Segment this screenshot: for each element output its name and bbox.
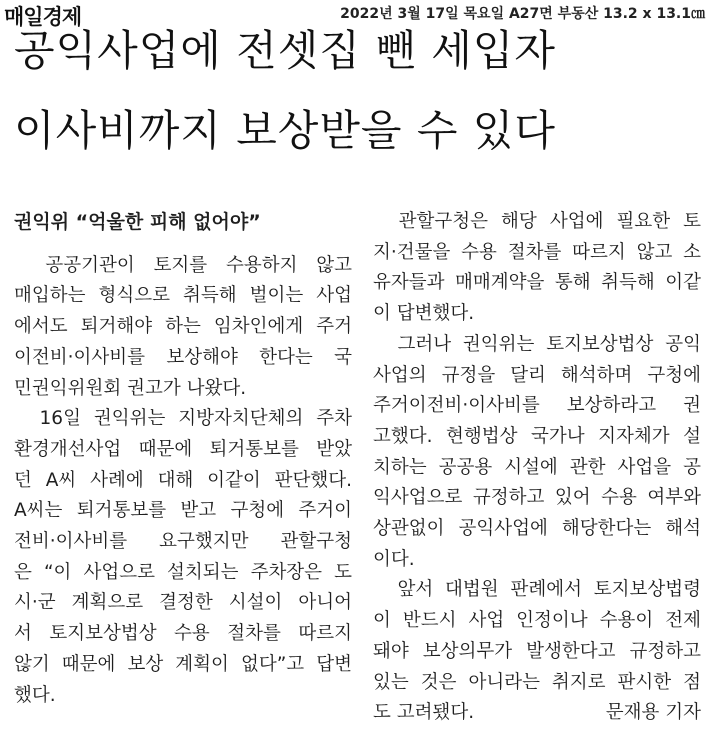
- text-line: 16일 권익위는 지방자치단체의 주차: [14, 408, 352, 430]
- masthead: [0, 0, 713, 29]
- text-line: 관할구청은 해당 사업에 필요한 토: [373, 211, 701, 232]
- text-line: 익사업으로 규정하고 있어 수용 여부와: [373, 487, 701, 509]
- text-line: 했다.: [14, 684, 56, 706]
- headline-line-2: 이사비까지 보상받을 수 있다: [14, 106, 556, 155]
- text-line: 그러나 권익위는 토지보상법상 공익: [373, 333, 701, 355]
- subheadline: 권익위 “억울한 피해 없어야”: [14, 211, 261, 233]
- text-line: 상관없이 공익사업에 해당한다는 해석: [373, 518, 701, 540]
- headline-line-1: 공익사업에 전셋집 뺀 세입자: [14, 26, 556, 75]
- text-line: 지·건물을 수용 절차를 따르지 않고 소: [373, 241, 701, 263]
- last-line-with-byline: [373, 698, 701, 729]
- publication-info: 2022년 3월 17일 목요일 A27면 부동산 13.2 x 13.1㎝: [340, 6, 705, 22]
- text-line: 공공기관이 토지를 수용하지 않고: [14, 254, 352, 276]
- article-column-left: [14, 207, 352, 711]
- text-line: 치하는 공공용 시설에 관한 사업을 공: [373, 456, 701, 478]
- text-line: 도 고려됐다.: [373, 702, 475, 724]
- text-line: 던 A씨 사례에 대해 이같이 판단했다.: [14, 469, 352, 491]
- text-line: 주거이전비·이사비를 보상하라고 권: [373, 395, 701, 417]
- text-line: 이 답변했다.: [373, 303, 475, 325]
- text-line: 민권익위원회 권고가 나왔다.: [14, 377, 247, 399]
- text-line: 전비·이사비를 요구했지만 관할구청: [14, 531, 352, 553]
- text-line: 있는 것은 아니라는 취지로 판시한 점: [373, 671, 701, 693]
- text-line: 은 “이 사업으로 설치되는 주차장은 도: [14, 561, 352, 583]
- left-column-body: [14, 251, 352, 712]
- text-line: 이전비·이사비를 보상해야 한다는 국: [14, 346, 352, 368]
- byline: 문재용 기자: [605, 702, 701, 724]
- text-line: 에서도 퇴거해야 하는 임차인에게 주거: [14, 316, 352, 338]
- text-line: 유자들과 매매계약을 통해 취득해 이같: [373, 272, 701, 294]
- text-line: 고했다. 현행법상 국가나 지자체가 설: [373, 425, 701, 447]
- text-line: 서 토지보상법상 수용 절차를 따르지: [14, 623, 352, 645]
- text-line: 이다.: [373, 548, 415, 570]
- article-column-right: [373, 207, 701, 729]
- text-line: 앞서 대법원 판례에서 토지보상법령: [373, 579, 701, 601]
- text-line: 돼야 보상의무가 발생한다고 규정하고: [373, 640, 701, 662]
- text-line: 시·군 계획으로 결정한 시설이 아니어: [14, 592, 352, 614]
- text-line: 매입하는 형식으로 취득해 벌이는 사업: [14, 285, 352, 307]
- text-line: 사업의 규정을 달리 해석하며 구청에: [373, 364, 701, 386]
- newspaper-logo: 매일경제: [4, 5, 82, 29]
- text-line: 않기 때문에 보상 계획이 없다”고 답변: [14, 653, 352, 675]
- text-line: 이 반드시 사업 인정이나 수용이 전제: [373, 610, 701, 632]
- text-line: A씨는 퇴거통보를 받고 구청에 주거이: [14, 500, 352, 522]
- text-line: 환경개선사업 때문에 퇴거통보를 받았: [14, 438, 352, 460]
